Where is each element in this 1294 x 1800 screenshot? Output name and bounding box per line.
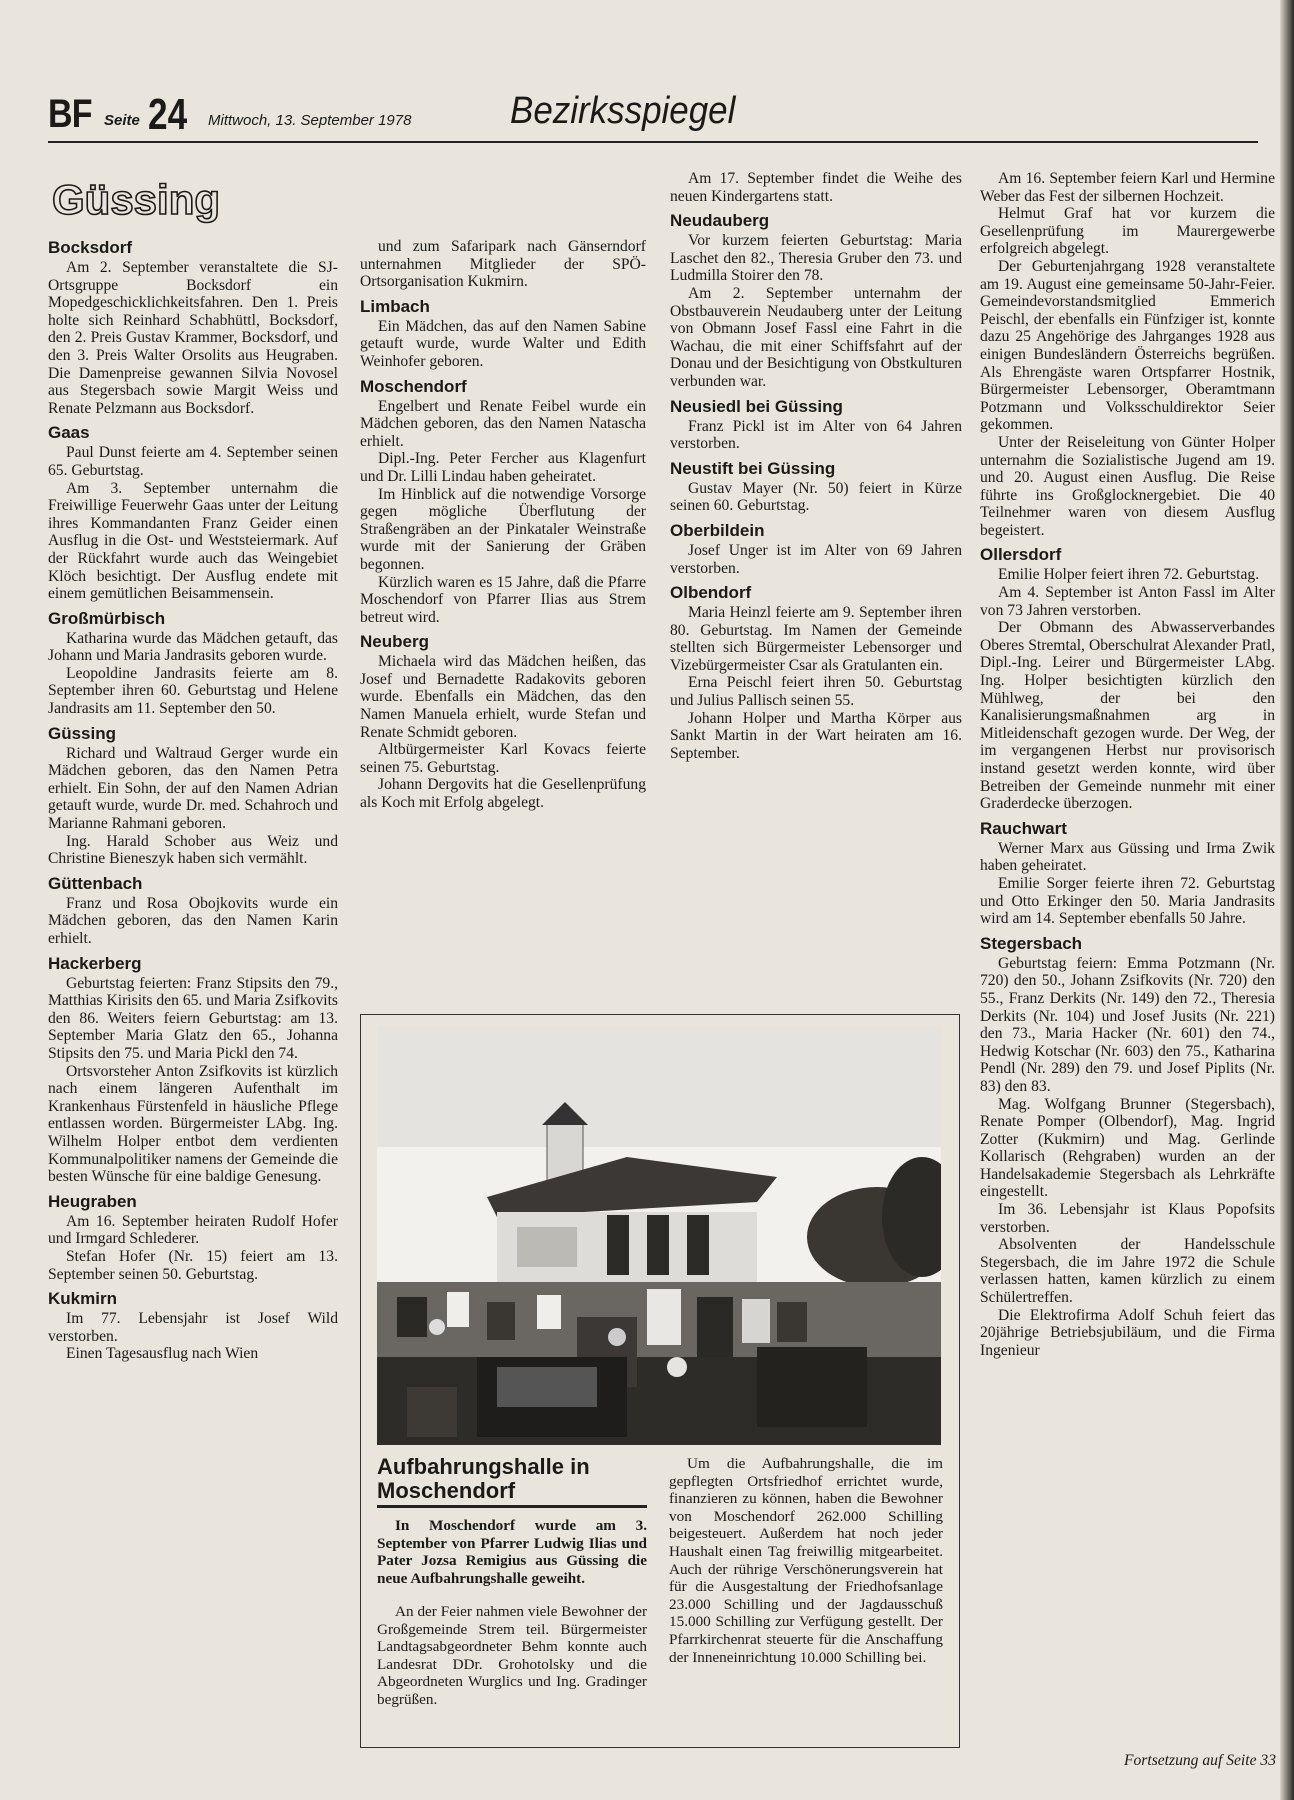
locality-heading: Güttenbach	[48, 873, 143, 893]
header-rule	[48, 141, 1258, 143]
locality-heading: Neudauberg	[670, 211, 770, 231]
news-paragraph: Die Elektrofirma Adolf Schuh feiert das 20jährige Betriebsjubiläum, und die Firma Ingenieur	[980, 1306, 1275, 1359]
news-paragraph: Der Geburtenjahrgang 1928 veranstaltete am 19. August eine gemeinsame 50-Jahr-Feier. Gemeindevorstandsmitglied Emmerich Peischl, der ebenfalls ein Fünfziger ist, konnte dazu 25 Angehörige des Jahrganges 1928 aus einigen Bundesländern Österreichs begrüßen. Als Ehrengäste waren Ortspfarrer Hostnik, Bürgermeister Lebensorger, Oberamtmann Potzmann und Volksschuldirektor Seier gekommen.	[980, 257, 1275, 434]
column-2	[360, 238, 646, 812]
locality-heading: Limbach	[360, 296, 430, 316]
brand-logo: BF	[48, 92, 92, 136]
news-paragraph: Kürzlich waren es 15 Jahre, daß die Pfarre Moschendorf von Pfarrer Ilias aus Strem betreut wird.	[360, 573, 646, 626]
news-paragraph: Am 16. September feiern Karl und Hermine Weber das Fest der silbernen Hochzeit.	[980, 170, 1275, 205]
locality-heading: Kukmirn	[48, 1289, 117, 1309]
district-logo	[50, 168, 250, 233]
locality-heading: Neustift bei Güssing	[670, 458, 836, 478]
locality-heading: Hackerberg	[48, 953, 142, 973]
cemetery-photo	[377, 1027, 941, 1445]
news-paragraph: Josef Unger ist im Alter von 69 Jahren verstorben.	[670, 541, 962, 577]
news-paragraph: Unter der Reiseleitung von Günter Holper unternahm die Sozialistische Jugend am 19. und 20. August einen Ausflug. Die Reise führte ins Großglocknergebiet. Die 40 Teilnehmer waren von diesem Ausflug begeistert.	[980, 433, 1275, 539]
news-paragraph: Am 4. September ist Anton Fassl im Alter von 73 Jahren verstorben.	[980, 584, 1275, 619]
locality-heading: Bocksdorf	[48, 238, 133, 257]
column-1	[48, 238, 338, 1363]
section-title: Bezirksspiegel	[510, 90, 736, 132]
locality-heading: Neuberg	[360, 632, 429, 652]
feature-body-2: Um die Aufbahrungshalle, die im gepflegten Ortsfriedhof errichtet wurde, finanzieren zu können, haben die Bewohner von Moschendorf 262.000 Schilling beigesteuert. Außerdem hat noch jeder Haushalt einen Tag freiwillig mitgearbeitet. Auch der rührige Verschönerungsverein hat für die Ausgestaltung der Friedhofsanlage 23.000 Schilling und der Jagdausschuß 15.000 Schilling zur Verfügung gestellt. Der Pfarrkirchenrat steuerte für die Anschaffung der Inneneinrichtung 10.000 Schilling bei.	[669, 1455, 943, 1666]
locality-heading: Stegersbach	[980, 933, 1083, 953]
locality-heading: Güssing	[48, 723, 117, 743]
page-header	[48, 86, 1258, 142]
news-paragraph: Erna Peischl feiert ihren 50. Geburtstag und Julius Pallisch seinen 55.	[670, 674, 962, 710]
locality-heading: Moschendorf	[360, 376, 467, 396]
news-paragraph: Engelbert und Renate Feibel wurde ein Mädchen geboren, das den Namen Natascha erhielt.	[360, 397, 646, 450]
locality-heading: Heugraben	[48, 1191, 137, 1211]
news-paragraph: Katharina wurde das Mädchen getauft, das Johann und Maria Jandrasits geboren wurde.	[48, 629, 338, 665]
news-paragraph: Am 17. September findet die Weihe des neuen Kindergartens statt.	[670, 170, 962, 205]
locality-heading: Olbendorf	[670, 583, 752, 603]
news-paragraph: Leopoldine Jandrasits feierte am 8. September ihren 60. Geburtstag und Helene Jandrasits am 11. September den 50.	[48, 664, 338, 718]
news-paragraph: Johann Holper und Martha Körper aus Sankt Martin in der Wart heiraten am 16. September.	[670, 709, 962, 762]
news-paragraph: Ing. Harald Schober aus Weiz und Christine Bieneszyk haben sich vermählt.	[48, 832, 338, 868]
news-paragraph: Im 77. Lebensjahr ist Josef Wild verstorben.	[48, 1310, 338, 1345]
news-paragraph: Altbürgermeister Karl Kovacs feierte seinen 75. Geburtstag.	[360, 741, 646, 776]
news-paragraph: Richard und Waltraud Gerger wurde ein Mädchen geboren, das den Namen Petra erhielt. Ein Sohn, der auf den Namen Adrian getauft wurde, wurde Dr. med. Schahroch und Marianne Rahmani geboren.	[48, 744, 338, 833]
locality-heading: Ollersdorf	[980, 545, 1062, 565]
news-paragraph: Ein Mädchen, das auf den Namen Sabine getauft wurde, wurde Walter und Edith Weinhofer geboren.	[360, 317, 646, 370]
news-paragraph: Am 2. September veranstaltete die SJ-Ortsgruppe Bocksdorf ein Mopedgeschicklichkeitsfahren. Den 1. Preis holte sich Reinhard Schabhüttl, Bocksdorf, den 2. Preis Gustav Krammer, Bocksdorf, und den 3. Preis Walter Orsolits aus Heugraben. Die Damenpreise gewannen Silvia Novosel aus Stegersbach sowie Margit Weiss und Renate Pelzmann aus Bocksdorf.	[48, 259, 338, 417]
column-3	[670, 170, 962, 762]
news-paragraph: Helmut Graf hat vor kurzem die Gesellenprüfung im Maurergewerbe erfolgreich abgelegt.	[980, 205, 1275, 258]
news-paragraph: Im Hinblick auf die notwendige Vorsorge gegen mögliche Überflutung der Straßengräben an der Pinkataler Weinstraße wurde mit der Sanierung der Gräben begonnen.	[360, 485, 646, 573]
news-paragraph: Stefan Hofer (Nr. 15) feiert am 13. September seinen 50. Geburtstag.	[48, 1247, 338, 1283]
news-paragraph: Am 3. September unternahm die Freiwillige Feuerwehr Gaas unter der Leitung ihres Kommandanten Franz Geider einen Ausflug in die Ost- und Weststeiermark. Auf der Rückfahrt wurde auch das Weingebiet Klöch besichtigt. Der Ausflug endete mit einem gemütlichen Beisammensein.	[48, 479, 338, 603]
locality-heading: Oberbildein	[670, 520, 765, 540]
locality-heading: Großmürbisch	[48, 608, 166, 628]
news-paragraph: Geburtstag feiern: Emma Potzmann (Nr. 720) den 50., Johann Zsifkovits (Nr. 720) den 55., Franz Derkits (Nr. 149) den 72., Theresia Derkits (Nr. 104) und Josef Jusits (Nr. 221) den 73., Maria Hacker (Nr. 601) den 74., Hedwig Kotschar (Nr. 603) den 75., Katharina Pendl (Nr. 289) den 79. und Josef Piplits (Nr. 83) den 83.	[980, 954, 1275, 1095]
news-paragraph: Emilie Sorger feierte ihren 72. Geburtstag und Otto Erkinger den 50. Maria Jandrasits wird am 14. September ebenfalls 50 Jahre.	[980, 874, 1275, 928]
news-paragraph: Werner Marx aus Güssing und Irma Zwik haben geheiratet.	[980, 839, 1275, 875]
news-paragraph: Absolventen der Handelsschule Stegersbach, die im Jahre 1972 die Schule verlassen hatten, kamen kürzlich zu einem Schülertreffen.	[980, 1236, 1275, 1307]
feature-headline-rule	[377, 1505, 647, 1508]
page-edge-shadow	[1280, 0, 1294, 1800]
issue-date: Mittwoch, 13. September 1978	[208, 112, 412, 129]
news-paragraph: Franz und Rosa Obojkovits wurde ein Mädchen geboren, das den Namen Karin erhielt.	[48, 894, 338, 947]
news-paragraph: Maria Heinzl feierte am 9. September ihren 80. Geburtstag. Im Namen der Gemeinde stellten sich Bürgermeister Lebensorger und Vizebürgermeister Csar als Gratulanten ein.	[670, 604, 962, 674]
news-paragraph: Geburtstag feierten: Franz Stipsits den 79., Matthias Kirisits den 65. und Maria Zsifkovits den 86. Weiters feiern Geburtstag: am 13. September Maria Glatz den 65., Johanna Stipsits den 75. und Maria Pickl den 74.	[48, 974, 338, 1062]
page-number: 24	[148, 90, 188, 139]
locality-heading: Rauchwart	[980, 818, 1067, 838]
column-4	[980, 170, 1275, 1359]
locality-heading: Neusiedl bei Güssing	[670, 396, 843, 416]
news-paragraph: Im 36. Lebensjahr ist Klaus Popofsits verstorben.	[980, 1201, 1275, 1236]
news-paragraph: Einen Tagesausflug nach Wien	[66, 1345, 259, 1363]
feature-box	[360, 1014, 960, 1748]
news-paragraph: Ortsvorsteher Anton Zsifkovits ist kürzlich nach einem längeren Aufenthalt im Krankenhaus Fürstenfeld in häusliche Pflege entlassen worden. Bürgermeister LAbg. Ing. Wilhelm Holper entbot dem verdienten Kommunalpolitiker namens der Gemeinde die besten Wünsche für eine baldige Genesung.	[48, 1062, 338, 1186]
news-paragraph: Vor kurzem feierten Geburtstag: Maria Laschet den 82., Theresia Gruber den 73. und Ludmilla Stoirer den 78.	[670, 232, 962, 285]
news-paragraph: Am 2. September unternahm der Obstbauverein Neudauberg unter der Leitung von Obmann Josef Fassl eine Fahrt in die Wachau, die mit einer Schiffsfahrt auf der Donau und der Besichtigung von Obstkulturen verbunden war.	[670, 284, 962, 390]
continuation-note: Fortsetzung auf Seite 33	[1123, 1752, 1276, 1769]
news-paragraph: Dipl.-Ing. Peter Fercher aus Klagenfurt und Dr. Lilli Lindau haben geheiratet.	[360, 450, 646, 485]
page-label: Seite	[104, 112, 140, 129]
news-paragraph: Paul Dunst feierte am 4. September seinen 65. Geburtstag.	[48, 444, 338, 479]
feature-body-1: An der Feier nahmen viele Bewohner der Großgemeinde Strem teil. Bürgermeister Landtagsabgeordneter Behm konnte auch Landesrat DDr. Grohotolsky und die Abgeordneten Wurglics und Ing. Gradinger begrüßen.	[377, 1603, 647, 1708]
feature-lead: In Moschendorf wurde am 3. September von Pfarrer Ludwig Ilias und Pater Jozsa Remigius aus Güssing die neue Aufbahrungshalle geweiht.	[377, 1517, 647, 1587]
news-paragraph: Gustav Mayer (Nr. 50) feiert in Kürze seinen 60. Geburtstag.	[670, 479, 962, 515]
news-paragraph: Der Obmann des Abwasserverbandes Oberes Stremtal, Oberschulrat Alexander Pratl, Dipl.-Ing. Leirer und Bürgermeister LAbg. Ing. Holper besichtigten kürzlich den Mühlweg, der bei den Kanalisierungsmaßnahmen arg in Mitleidenschaft gezogen wurde. Der Weg, der im vergangenen Herbst nur provisorisch instand gesetzt werden konnte, wird über Betreiben der Gemeinde nunmehr mit einer Graderdecke überzogen.	[980, 619, 1275, 813]
news-paragraph: Franz Pickl ist im Alter von 64 Jahren verstorben.	[670, 417, 962, 453]
news-paragraph: Mag. Wolfgang Brunner (Stegersbach), Renate Pomper (Olbendorf), Mag. Ingrid Zotter (Kukmirn) und Mag. Gerlinde Kollarisch (Rehgraben) wurden an der Handelsakademie Stegersbach als Lehrkräfte eingestellt.	[980, 1095, 1275, 1201]
news-paragraph: Emilie Holper feiert ihren 72. Geburtstag.	[998, 566, 1260, 584]
news-paragraph: Michaela wird das Mädchen heißen, das Josef und Bernadette Radakovits geboren wurde. Ebenfalls ein Mädchen, das den Namen Manuela erhielt, wurde Stefan und Renate Schmidt geboren.	[360, 653, 646, 741]
news-paragraph: und zum Safaripark nach Gänserndorf unternahmen Mitglieder der SPÖ-Ortsorganisation Kukmirn.	[360, 238, 646, 291]
locality-heading: Gaas	[48, 423, 90, 443]
feature-headline: Aufbahrungshalle in Moschendorf	[377, 1454, 590, 1503]
news-paragraph: Johann Dergovits hat die Gesellenprüfung als Koch mit Erfolg abgelegt.	[360, 776, 646, 812]
district-logo-text: Güssing	[52, 176, 221, 223]
news-paragraph: Am 16. September heiraten Rudolf Hofer und Irmgard Schlederer.	[48, 1212, 338, 1248]
